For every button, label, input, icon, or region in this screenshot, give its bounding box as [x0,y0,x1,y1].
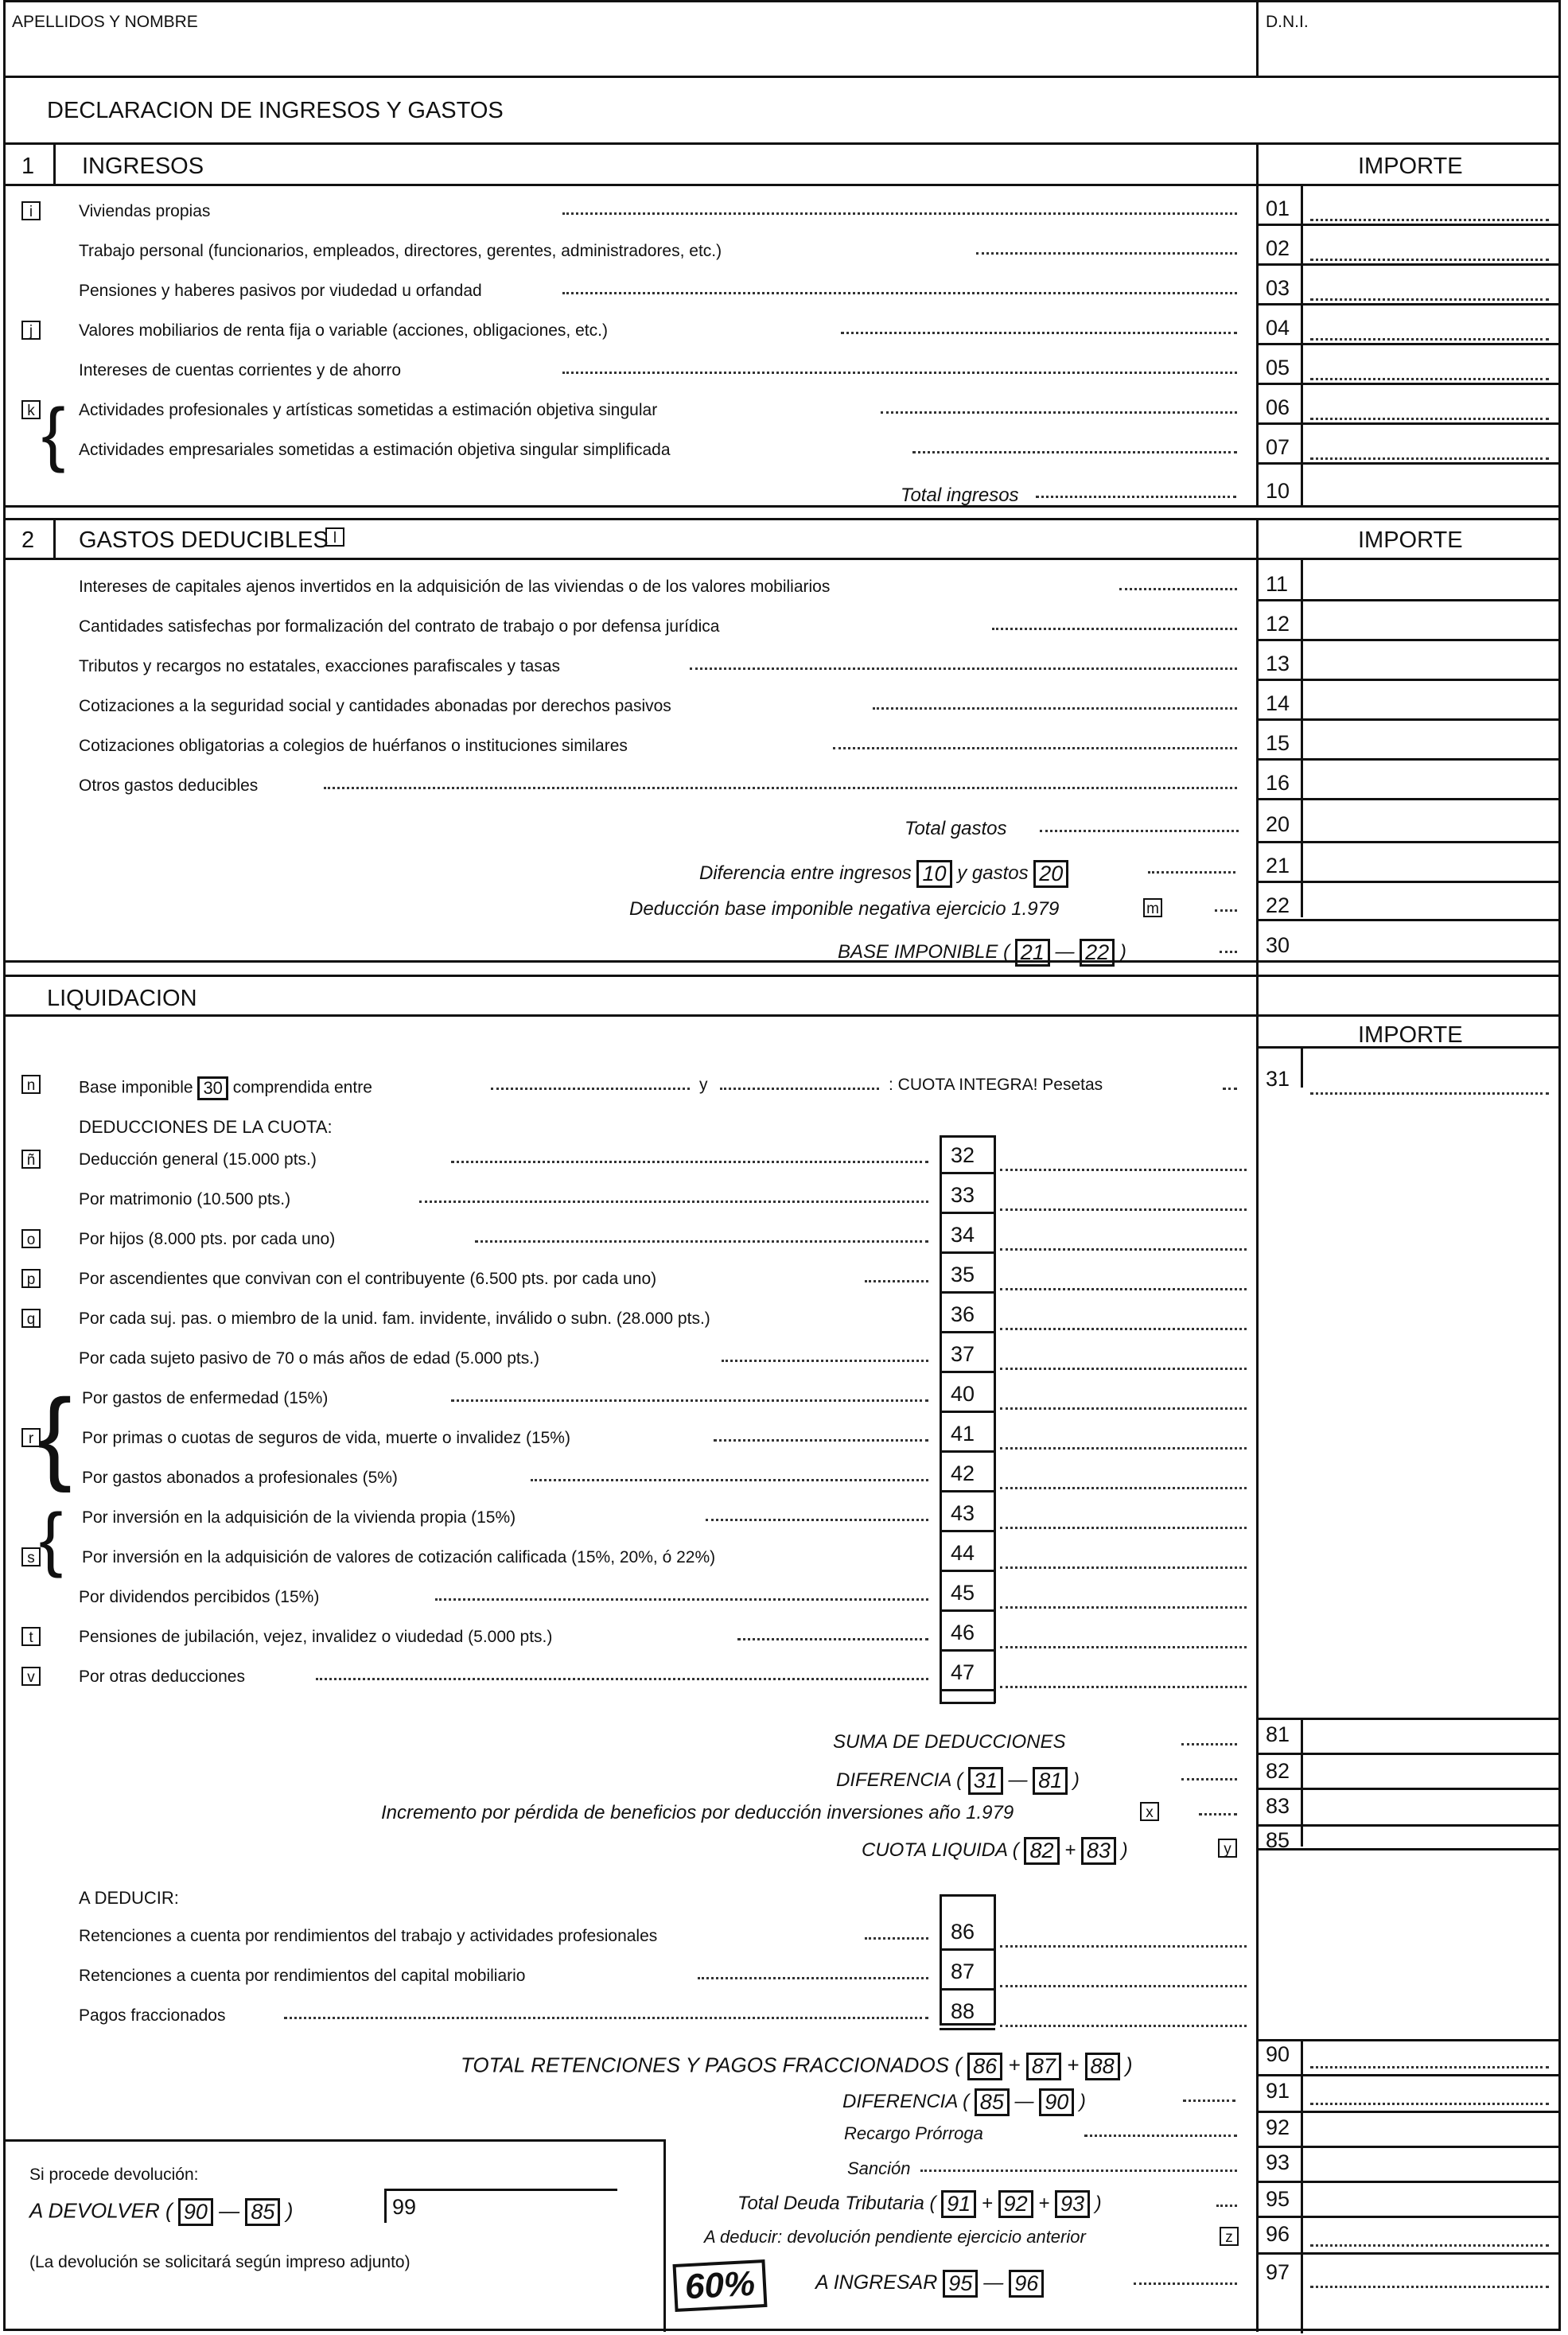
code-12: 12 [1266,612,1290,636]
code-06: 06 [1266,395,1290,419]
code-40: 40 [951,1382,975,1406]
mark-t: t [21,1627,41,1646]
deduccion-row-label-40: Por gastos de enfermedad (15%) [82,1389,329,1407]
code-30: 30 [1266,933,1290,957]
code-16: 16 [1266,771,1290,795]
deduccion-row-label-37: Por cada sujeto pasivo de 70 o más años de edad (5.000 pts.) [79,1349,540,1368]
ref-box-85: 85 [975,2088,1010,2116]
ref-box-10: 10 [916,860,951,888]
code-31: 31 [1266,1067,1290,1091]
ref-box-31: 31 [968,1767,1003,1795]
mark-p: p [21,1269,41,1288]
code-34: 34 [951,1223,975,1247]
ref-box-92: 92 [998,2190,1033,2218]
ref-box-81: 81 [1033,1767,1068,1795]
devolucion-note: (La devolución se solicitará según impreso adjunto) [29,2253,410,2271]
code-87: 87 [951,1959,975,1983]
deduccion-field-41[interactable] [998,1420,1250,1450]
code-95: 95 [1266,2187,1290,2211]
gastos-row-label-14: Cotizaciones a la seguridad social y cantidades abonadas por derechos pasivos [79,697,671,715]
ref-box-87: 87 [1026,2053,1061,2080]
gastos-row-label-16: Otros gastos deducibles [79,776,259,795]
mark-ñ: ñ [21,1150,41,1169]
code-43: 43 [951,1501,975,1525]
deduccion-row-label-35: Por ascendientes que convivan con el contribuyente (6.500 pts. por cada uno) [79,1270,657,1288]
code-46: 46 [951,1621,975,1644]
code-83: 83 [1266,1794,1290,1818]
total-ingresos-field[interactable] [1307,469,1550,500]
diferencia-ingresos-gastos: Diferencia entre ingresos 10 y gastos 20 [699,860,1068,888]
ingresos-row-label-01: Viviendas propias [79,202,211,220]
liquidacion-importe-header: IMPORTE [1358,1022,1463,1048]
deduccion-field-33[interactable] [998,1181,1250,1212]
code-41: 41 [951,1422,975,1446]
gastos-section-number: 2 [21,527,35,553]
deduccion-row-label-43: Por inversión en la adquisición de la vivienda propia (15%) [82,1508,516,1527]
ref-box-30: 30 [197,1076,228,1100]
importe-field-01[interactable] [1307,193,1550,224]
cuota-liquida-label: CUOTA LIQUIDA ( 82 + 83 ) [862,1837,1128,1865]
ref-box-90: 90 [1039,2088,1074,2116]
liquidacion-base-y: y [699,1076,708,1094]
mark-x: x [1140,1802,1159,1821]
deduccion-field-32[interactable] [998,1142,1250,1172]
deduccion-base-negativa-label: Deducción base imponible negativa ejercicio 1.979 [629,898,1060,920]
ref-box-22: 22 [1080,939,1115,967]
importe-field-11[interactable] [1307,569,1550,599]
retencion-row-label-87: Retenciones a cuenta por rendimientos del capital mobiliario [79,1967,526,1985]
gastos-importe-header: IMPORTE [1358,527,1463,553]
ref-box-20: 20 [1033,860,1068,888]
ingresos-k-brace: { [41,395,66,474]
code-37: 37 [951,1342,975,1366]
code-90: 90 [1266,2042,1290,2066]
mark-s: s [21,1547,41,1566]
retencion-field-88[interactable] [998,1998,1250,2028]
importe-field-13[interactable] [1307,648,1550,679]
deduccion-field-46[interactable] [998,1619,1250,1649]
code-92: 92 [1266,2115,1290,2139]
total-gastos-label: Total gastos [905,818,1007,839]
gastos-row-label-11: Intereses de capitales ajenos invertidos en la adquisición de las viviendas o de los valores mobiliarios [79,578,831,596]
a-deducir-devolucion-label: A deducir: devolución pendiente ejercicio anterior [704,2227,1086,2247]
ingresos-row-label-05: Intereses de cuentas corrientes y de ahorro [79,361,402,379]
apellidos-field[interactable] [25,28,1243,68]
deduccion-row-label-44: Por inversión en la adquisición de valores de cotización calificada (15%, 20%, ó 22%) [82,1548,716,1566]
code-97: 97 [1266,2260,1290,2284]
ref-box-95: 95 [943,2270,978,2298]
importe-field-03[interactable] [1307,273,1550,303]
a-ingresar-field[interactable] [1307,2257,1550,2292]
importe-field-06[interactable] [1307,392,1550,422]
ref-box-90-dev: 90 [178,2198,213,2226]
deduccion-row-label-45: Por dividendos percibidos (15%) [79,1588,320,1606]
code-93: 93 [1266,2150,1290,2174]
ingresos-row-label-07: Actividades empresariales sometidas a estimación objetiva singular simplificada [79,441,671,459]
mark-r: r [21,1428,41,1447]
cuota-integra-field[interactable] [1307,1054,1550,1089]
code-20: 20 [1266,812,1290,836]
code-11: 11 [1266,572,1289,596]
gastos-row-label-15: Cotizaciones obligatorias a colegios de huérfanos o instituciones similares [79,737,628,755]
deduccion-field-34[interactable] [998,1221,1250,1251]
deduccion-row-label-42: Por gastos abonados a profesionales (5%) [82,1469,398,1487]
mark-n: n [21,1075,41,1094]
retencion-field-86[interactable] [998,1918,1250,1948]
ref-box-21: 21 [1015,939,1050,967]
dni-label: D.N.I. [1266,13,1309,31]
code-96: 96 [1266,2222,1290,2246]
recargo-prorroga-label: Recargo Prórroga [844,2123,983,2143]
base-imponible-field[interactable] [1307,924,1550,955]
gastos-section-title: GASTOS DEDUCIBLES [79,527,329,553]
importe-field-02[interactable] [1307,233,1550,263]
devolucion-title: Si procede devolución: [29,2166,199,2184]
code-81: 81 [1266,1722,1290,1746]
total-ingresos-label: Total ingresos [901,485,1019,506]
code-05: 05 [1266,356,1290,379]
ingresos-section-title: INGRESOS [82,154,204,179]
code-02: 02 [1266,236,1290,260]
code-88: 88 [951,1999,975,2023]
a-devolver-field[interactable] [384,2189,617,2223]
code-21: 21 [1266,854,1290,878]
ingresos-row-label-06: Actividades profesionales y artísticas sometidas a estimación objetiva singular [79,401,658,419]
diferencia-31-81: DIFERENCIA ( 31 — 81 ) [836,1767,1080,1795]
a-deducir-title: A DEDUCIR: [79,1888,179,1908]
importe-field-05[interactable] [1307,352,1550,383]
mark-y: y [1218,1839,1237,1858]
deduccion-row-label-41: Por primas o cuotas de seguros de vida, muerte o invalidez (15%) [82,1429,570,1447]
deduccion-field-35[interactable] [998,1261,1250,1291]
code-45: 45 [951,1581,975,1605]
code-99: 99 [392,2195,417,2219]
liquidacion-title: LIQUIDACION [47,986,197,1011]
ingresos-row-label-02: Trabajo personal (funcionarios, empleados, directores, gerentes, administradores, etc.) [79,242,722,260]
deduccion-row-label-34: Por hijos (8.000 pts. por cada uno) [79,1230,336,1248]
ingresos-row-label-04: Valores mobiliarios de renta fija o variable (acciones, obligaciones, etc.) [79,321,608,340]
code-86: 86 [951,1920,975,1944]
deduccion-row-label-32: Deducción general (15.000 pts.) [79,1150,317,1169]
suma-deducciones-label: SUMA DE DEDUCCIONES [833,1731,1066,1753]
code-35: 35 [951,1263,975,1286]
mark-q: q [21,1309,41,1328]
tax-form-page [3,0,1561,2331]
deduccion-row-label-33: Por matrimonio (10.500 pts.) [79,1190,291,1208]
code-32: 32 [951,1143,975,1167]
importe-field-04[interactable] [1307,313,1550,343]
ref-box-88: 88 [1085,2053,1120,2080]
importe-field-14[interactable] [1307,688,1550,718]
deduccion-field-43[interactable] [998,1500,1250,1530]
deduccion-row-label-46: Pensiones de jubilación, vejez, invalidez o viudedad (5.000 pts.) [79,1628,553,1646]
form-title: DECLARACION DE INGRESOS Y GASTOS [47,98,504,123]
a-devolver-label: A DEVOLVER ( 90 — 85 ) [29,2198,293,2226]
code-01: 01 [1266,197,1290,220]
code-14: 14 [1266,691,1290,715]
apellidos-label: APELLIDOS Y NOMBRE [12,13,198,31]
importe-field-16[interactable] [1307,768,1550,798]
dni-field[interactable] [1270,28,1553,68]
code-03: 03 [1266,276,1290,300]
deduccion-row-label-36: Por cada suj. pas. o miembro de la unid. fam. invidente, inválido o subn. (28.000 pts.) [79,1310,710,1328]
handwritten-60-percent-stamp: 60% [673,2259,768,2312]
deducciones-r-brace: { [37,1377,72,1493]
deduccion-field-40[interactable] [998,1380,1250,1411]
gastos-row-label-12: Cantidades satisfechas por formalización del contrato de trabajo o por defensa jurídica [79,617,720,636]
code-22: 22 [1266,893,1290,917]
ref-box-91: 91 [941,2190,976,2218]
incremento-label: Incremento por pérdida de beneficios por deducción inversiones año 1.979 [381,1802,1014,1823]
gastos-row-label-13: Tributos y recargos no estatales, exacciones parafiscales y tasas [79,657,561,675]
code-85: 85 [1266,1828,1290,1852]
retencion-field-87[interactable] [998,1958,1250,1988]
ref-box-86: 86 [967,2053,1002,2080]
code-07: 07 [1266,435,1290,459]
base-imponible-label: BASE IMPONIBLE ( 21 — 22 ) [838,939,1126,967]
ref-box-96: 96 [1009,2270,1044,2298]
diferencia-85-90: DIFERENCIA ( 85 — 90 ) [842,2088,1086,2116]
mark-o: o [21,1229,41,1248]
mark-v: v [21,1667,41,1686]
code-10: 10 [1266,479,1290,503]
deduccion-field-47[interactable] [998,1659,1250,1689]
importe-field-15[interactable] [1307,728,1550,758]
mark-z: z [1220,2227,1239,2246]
deduccion-field-44[interactable] [998,1539,1250,1570]
code-36: 36 [951,1302,975,1326]
deducciones-title: DEDUCCIONES DE LA CUOTA: [79,1117,333,1137]
code-04: 04 [1266,316,1290,340]
liquidacion-base-post: : CUOTA INTEGRA! Pesetas [889,1076,1103,1094]
retencion-row-label-86: Retenciones a cuenta por rendimientos del trabajo y actividades profesionales [79,1927,658,1945]
code-15: 15 [1266,731,1290,755]
deduccion-field-45[interactable] [998,1579,1250,1609]
deducciones-s-brace: { [39,1500,64,1579]
ingresos-row-label-03: Pensiones y haberes pasivos por viudedad u orfandad [79,282,482,300]
total-deuda-label: Total Deuda Tributaria ( 91 + 92 + 93 ) [737,2190,1102,2218]
deduccion-field-36[interactable] [998,1301,1250,1331]
code-44: 44 [951,1541,975,1565]
mark-k: k [21,400,41,419]
importe-field-12[interactable] [1307,609,1550,639]
sancion-label: Sanción [847,2158,911,2178]
code-82: 82 [1266,1759,1290,1783]
deduccion-field-37[interactable] [998,1341,1250,1371]
deduccion-field-42[interactable] [998,1460,1250,1490]
code-13: 13 [1266,652,1290,675]
code-47: 47 [951,1660,975,1684]
ingresos-section-number: 1 [21,154,35,179]
ref-box-93: 93 [1055,2190,1090,2218]
retencion-row-label-88: Pagos fraccionados [79,2006,226,2025]
code-33: 33 [951,1183,975,1207]
mark-i: i [21,201,41,220]
mark-j: j [21,321,41,340]
deduccion-row-label-47: Por otras deducciones [79,1668,245,1686]
a-ingresar-label: A INGRESAR 95 — 96 [815,2270,1044,2298]
ingresos-importe-header: IMPORTE [1358,154,1463,179]
importe-field-07[interactable] [1307,432,1550,462]
ref-box-83: 83 [1081,1837,1116,1865]
mark-m: m [1143,898,1162,917]
code-42: 42 [951,1461,975,1485]
gastos-mark-l: l [325,527,344,547]
ref-box-85-dev: 85 [245,2198,280,2226]
code-91: 91 [1266,2079,1290,2103]
ref-box-82: 82 [1024,1837,1059,1865]
liquidacion-base-row: Base imponible 30 comprendida entre [79,1076,372,1100]
total-retenciones-label: TOTAL RETENCIONES Y PAGOS FRACCIONADOS ( 86 + 87 + 88 ) [461,2053,1133,2080]
